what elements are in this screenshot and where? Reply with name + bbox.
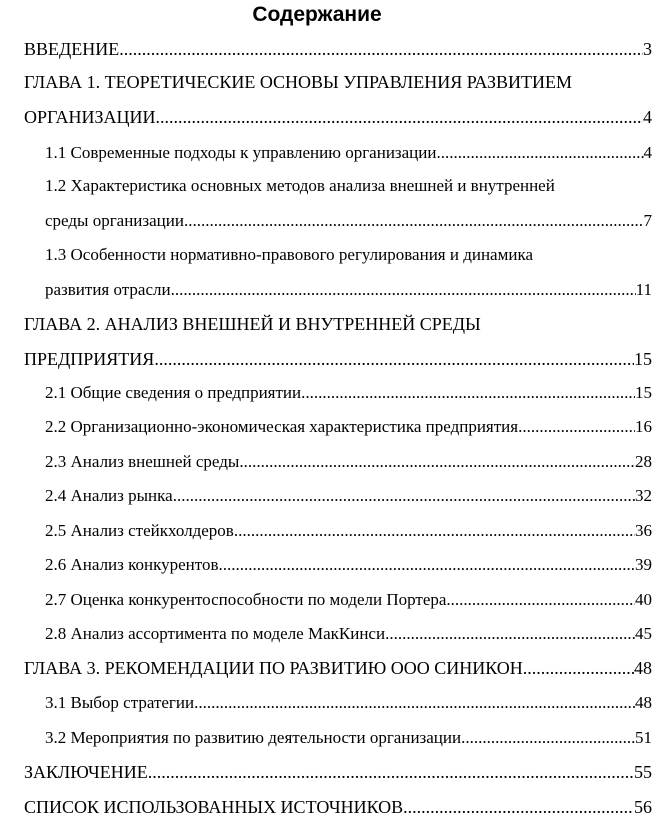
toc-page-number: 48: [634, 658, 652, 678]
toc-entry-text: ГЛАВА 1. ТЕОРЕТИЧЕСКИЕ ОСНОВЫ УПРАВЛЕНИЯ РАЗВИТИЕМ: [24, 72, 572, 92]
dot-leader: [403, 794, 634, 820]
dot-leader: [155, 104, 643, 130]
dot-leader: [518, 414, 635, 440]
toc-page-number: 15: [635, 383, 652, 402]
toc-page-number: 55: [634, 762, 652, 782]
toc-entry-text: развития отрасли: [45, 280, 171, 299]
toc-entry-text: ПРЕДПРИЯТИЯ: [24, 349, 155, 369]
toc-entry-text: 2.5 Анализ стейкхолдеров: [45, 521, 234, 540]
toc-page-number: 45: [635, 624, 652, 643]
toc-entry-text: 2.8 Анализ ассортимента по моделе МакКинси: [45, 624, 386, 643]
dot-leader: [171, 277, 636, 303]
dot-leader: [119, 36, 643, 62]
dot-leader: [173, 483, 635, 509]
dot-leader: [154, 346, 634, 372]
toc-entry-text: ГЛАВА 3. РЕКОМЕНДАЦИИ ПО РАЗВИТИЮ ООО СИНИКОН: [24, 658, 523, 678]
dot-leader: [148, 759, 634, 785]
toc-page-number: 3: [643, 39, 652, 59]
toc-entry-text: ВВЕДЕНИЕ: [24, 39, 120, 59]
toc-entry-text: ОРГАНИЗАЦИИ: [24, 107, 156, 127]
toc-entry-text: 2.6 Анализ конкурентов: [45, 555, 219, 574]
dot-leader: [385, 621, 635, 647]
toc-entry-text: 2.1 Общие сведения о предприятии: [45, 383, 302, 402]
toc-page-number: 51: [635, 728, 652, 747]
toc-page-number: 7: [643, 211, 652, 230]
toc-page-number: 11: [635, 280, 652, 299]
toc-page-number: 40: [635, 590, 652, 609]
toc-entry-text: 1.3 Особенности нормативно-правового регулирования и динамика: [45, 245, 534, 264]
dot-leader: [234, 518, 635, 544]
dot-leader: [523, 655, 634, 681]
toc-page-number: 28: [635, 452, 652, 471]
toc-page-number: 56: [634, 797, 652, 817]
toc-entry-text: 2.2 Организационно-экономическая характеристика предприятия: [45, 417, 519, 436]
page-title: Содержание: [252, 3, 382, 26]
toc-page-number: 4: [643, 143, 652, 162]
dot-leader: [301, 380, 635, 406]
toc-page-number: 48: [635, 693, 652, 712]
toc-page-number: 16: [635, 417, 652, 436]
dot-leader: [239, 449, 635, 475]
dot-leader: [461, 725, 635, 751]
toc-entry-text: 2.3 Анализ внешней среды: [45, 452, 240, 471]
dot-leader: [436, 140, 643, 166]
dot-leader: [184, 208, 644, 234]
toc-page-number: 39: [635, 555, 652, 574]
toc-page-number: 15: [634, 349, 652, 369]
toc-entry-text: 3.1 Выбор стратегии: [45, 693, 195, 712]
toc-entry-text: СПИСОК ИСПОЛЬЗОВАННЫХ ИСТОЧНИКОВ: [24, 797, 404, 817]
dot-leader: [446, 587, 635, 613]
toc-entry-text: 2.4 Анализ рынка: [45, 486, 173, 505]
toc-entry-text: 3.2 Мероприятия по развитию деятельности организации: [45, 728, 462, 747]
dot-leader: [219, 552, 635, 578]
toc-entry-text: ГЛАВА 2. АНАЛИЗ ВНЕШНЕЙ И ВНУТРЕННЕЙ СРЕДЫ: [24, 314, 481, 334]
toc-page-number: 4: [643, 107, 652, 127]
toc-entry-text: 1.2 Характеристика основных методов анализа внешней и внутренней: [45, 176, 555, 195]
toc-entry-text: 2.7 Оценка конкурентоспособности по модели Портера: [45, 590, 447, 609]
toc-entry-text: среды организации: [45, 211, 184, 230]
toc-entry-text: 1.1 Современные подходы к управлению организации: [45, 143, 437, 162]
toc-entry-text: ЗАКЛЮЧЕНИЕ: [24, 762, 148, 782]
toc-page-number: 32: [635, 486, 652, 505]
dot-leader: [194, 690, 635, 716]
toc-page-number: 36: [635, 521, 652, 540]
